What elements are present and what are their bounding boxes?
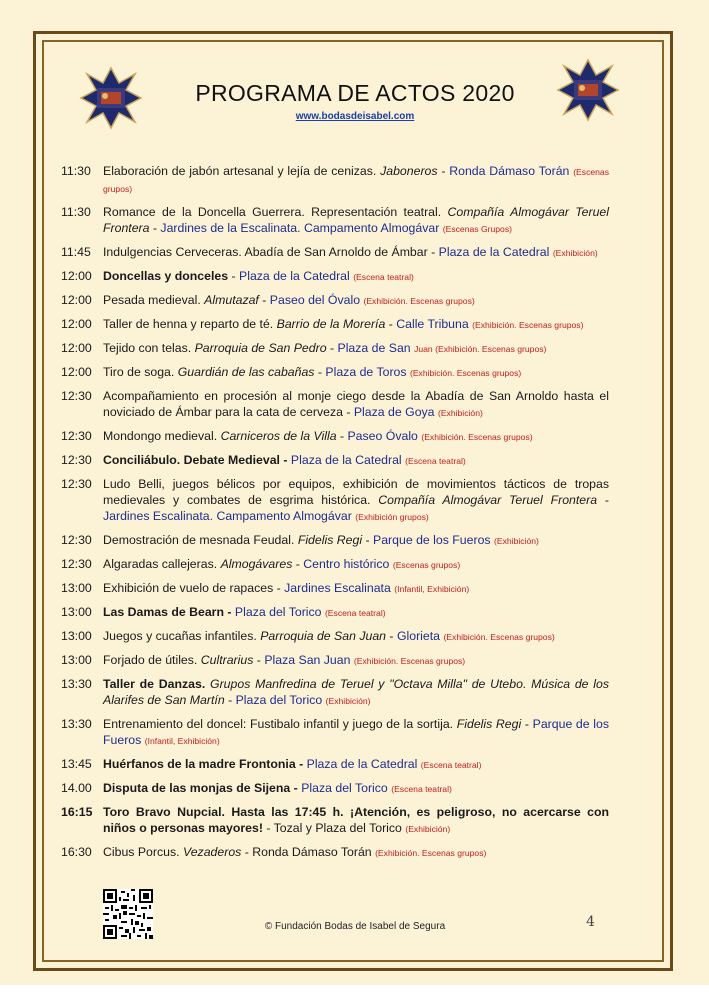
event-tag: (Escena teatral) — [391, 784, 452, 794]
event-text: Indulgencias Cerveceras. Abadía de San Arnoldo de Ámbar - — [103, 245, 439, 259]
event-location: Jardines Escalinata — [284, 581, 391, 595]
event-text: - — [258, 293, 270, 307]
event-group: Cultrarius — [200, 653, 254, 667]
event-group: Fidelis Regi — [297, 533, 363, 547]
event-description — [103, 452, 609, 469]
event-location: Glorieta — [396, 629, 441, 643]
event-text: Tiro de soga. — [103, 365, 178, 379]
event-tag: (Escena teatral) — [420, 760, 482, 770]
event-description — [103, 292, 609, 309]
event-row — [61, 844, 609, 861]
event-description — [103, 163, 609, 197]
event-description — [103, 428, 609, 445]
event-time: 16:15 — [61, 805, 93, 819]
event-group: Parroquia de San Pedro — [194, 341, 327, 355]
event-text: - — [336, 429, 348, 443]
event-text: Demostración de mesnada Feudal. — [103, 533, 298, 547]
event-text: - — [224, 693, 236, 707]
event-tag: (Exhibición) — [494, 536, 539, 546]
event-time: 12:30 — [61, 429, 92, 443]
qr-code-icon — [103, 889, 153, 939]
event-text: - — [597, 493, 609, 507]
page-number: 4 — [586, 914, 595, 930]
event-text: Entrenamiento del doncel: Fustibalo infantil y juego de la sortija. — [103, 717, 457, 731]
event-row — [61, 804, 609, 837]
event-tag: (Exhibición. Escenas grupos) — [421, 432, 533, 442]
event-text: - — [292, 557, 304, 571]
event-tag: (Infantil, Exhibición) — [144, 736, 220, 746]
event-text: Exhibición de vuelo de rapaces - — [103, 581, 285, 595]
event-row — [61, 316, 609, 333]
event-description — [103, 628, 609, 645]
event-row — [61, 532, 609, 549]
event-group: Carniceros de la Villa — [220, 429, 337, 443]
event-row — [61, 676, 609, 709]
page-title: PROGRAMA DE ACTOS 2020 — [195, 80, 515, 106]
event-description — [103, 804, 609, 837]
event-tag: (Exhibición) — [437, 408, 483, 418]
event-text: Romance de la Doncella Guerrera. Representación teatral. — [103, 205, 448, 219]
event-text: Pesada medieval. — [103, 293, 205, 307]
event-row — [61, 756, 609, 773]
event-tag: (Exhibición. Escenas grupos) — [353, 656, 466, 666]
event-time: 11:30 — [61, 205, 91, 219]
event-text: - — [149, 221, 161, 235]
event-title: Disputa de las monjas de Sijena - — [103, 781, 298, 795]
event-tag: (Exhibición. Escenas grupos) — [363, 296, 475, 306]
event-time: 12:00 — [61, 317, 92, 331]
event-title: Conciliábulo. Debate Medieval - — [103, 453, 288, 467]
event-time: 13:00 — [61, 653, 92, 667]
event-description — [103, 716, 609, 749]
event-group: Compañía Almogávar Teruel Frontera — [378, 493, 598, 507]
event-text: - — [228, 269, 240, 283]
event-row — [61, 163, 609, 197]
event-location: Plaza de la Catedral — [290, 453, 402, 467]
event-group: Parroquia de San Juan — [260, 629, 387, 643]
event-title: Taller de Danzas. — [103, 677, 206, 691]
event-time: 12:30 — [61, 557, 92, 571]
event-time: 13:45 — [61, 757, 92, 771]
event-text: - Ronda Dámaso Torán — [241, 845, 376, 859]
event-text: Acompañamiento en procesión al monje ciego desde la Abadía de San Arnoldo hasta el noviciado de Ámbar para la cata de cerveza - — [103, 389, 609, 419]
event-time: 14.00 — [61, 781, 92, 795]
event-location: Parque de los Fueros — [373, 533, 491, 547]
event-list — [61, 163, 609, 868]
event-tag: Juan (Exhibición. Escenas grupos) — [414, 344, 547, 354]
event-description — [103, 604, 609, 621]
footer-credit: © Fundación Bodas de Isabel de Segura — [264, 921, 446, 932]
event-tag: (Exhibición. Escenas grupos) — [409, 368, 522, 378]
event-tag: (Exhibición. Escenas grupos) — [443, 632, 555, 642]
event-row — [61, 580, 609, 597]
event-time: 12:00 — [61, 365, 92, 379]
website-link[interactable]: www.bodasdeisabel.com — [295, 111, 415, 122]
event-row — [61, 556, 609, 573]
event-location: Paseo Óvalo — [347, 429, 418, 443]
event-text: Forjado de útiles. — [103, 653, 201, 667]
event-description — [103, 316, 609, 333]
event-location: Calle Tribuna — [396, 317, 469, 331]
event-group: Guardián de las cabañas — [177, 365, 315, 379]
event-text: - — [253, 653, 265, 667]
event-tag: (Exhibición) — [405, 824, 451, 834]
bottom-strip — [0, 985, 709, 1000]
event-row — [61, 292, 609, 309]
event-description — [103, 556, 609, 573]
event-row — [61, 452, 609, 469]
event-time: 13:00 — [61, 629, 92, 643]
event-location: Plaza San Juan — [264, 653, 351, 667]
event-description — [103, 340, 609, 357]
event-tag: (Escena teatral) — [324, 608, 386, 618]
event-description — [103, 580, 609, 597]
event-group: Barrio de la Morería — [276, 317, 386, 331]
event-text: Tejido con telas. — [103, 341, 195, 355]
event-location: Centro histórico — [303, 557, 390, 571]
event-tag: (Escena teatral) — [405, 456, 466, 466]
event-group: Almogávares — [220, 557, 293, 571]
event-text: Algaradas callejeras. — [103, 557, 221, 571]
event-row — [61, 716, 609, 749]
event-group: Compañía Almogávar Teruel Frontera — [103, 205, 609, 235]
event-tag: (Exhibición) — [552, 248, 598, 258]
event-location: Parque de los Fueros — [103, 717, 609, 747]
event-tag: (Escena teatral) — [353, 272, 414, 282]
event-text: - — [386, 629, 397, 643]
event-time: 12:30 — [61, 389, 92, 403]
event-location: Jardines de la Escalinata. Campamento Almogávar — [160, 221, 440, 235]
event-text: Mondongo medieval. — [103, 429, 221, 443]
event-location: Plaza de San — [337, 341, 411, 355]
event-description — [103, 364, 609, 381]
event-time: 11:30 — [61, 164, 91, 178]
event-description — [103, 532, 609, 549]
event-row — [61, 268, 609, 285]
event-description — [103, 756, 609, 773]
event-text: - — [326, 341, 338, 355]
event-time: 13:30 — [61, 677, 92, 691]
event-description — [103, 388, 609, 421]
event-group: Vezaderos — [182, 845, 242, 859]
event-tag: (Escenas grupos) — [103, 167, 610, 194]
event-tag: (Escenas grupos) — [392, 560, 461, 570]
event-row — [61, 652, 609, 669]
event-title: Las Damas de Bearn - — [103, 605, 232, 619]
event-title: Doncellas y donceles — [103, 269, 229, 283]
event-description — [103, 204, 609, 237]
event-time: 12:30 — [61, 533, 92, 547]
event-group: Fidelis Regi — [456, 717, 522, 731]
event-time: 11:45 — [61, 245, 91, 259]
event-text: Elaboración de jabón artesanal y lejía de cenizas. — [103, 164, 381, 178]
event-group: Almutazaf — [204, 293, 259, 307]
event-row — [61, 476, 609, 525]
event-text: - — [437, 164, 450, 178]
event-row — [61, 428, 609, 445]
event-description — [103, 652, 609, 669]
event-location: Ronda Dámaso Torán — [449, 164, 570, 178]
event-location: Plaza del Torico — [234, 605, 322, 619]
event-text: Juegos y cucañas infantiles. — [103, 629, 261, 643]
event-title: Toro Bravo Nupcial. Hasta las 17:45 h. ¡Atención, es peligroso, no acercarse con niños o personas mayores! — [103, 805, 609, 835]
event-row — [61, 204, 609, 237]
event-tag: (Exhibición. Escenas grupos) — [375, 848, 487, 858]
event-time: 12:00 — [61, 341, 92, 355]
event-location: Plaza del Torico — [235, 693, 323, 707]
event-location: Plaza de Toros — [325, 365, 407, 379]
event-row — [61, 628, 609, 645]
event-location: Paseo del Óvalo — [269, 293, 361, 307]
event-text: - — [314, 365, 326, 379]
event-group: Grupos Manfredina de Teruel y "Octava Milla" de Utebo. Música de los Alarifes de San Martín — [103, 677, 609, 707]
event-text: - — [521, 717, 533, 731]
event-row — [61, 340, 609, 357]
event-description — [103, 780, 609, 797]
event-tag: (Exhibición. Escenas grupos) — [472, 320, 584, 330]
event-location: Plaza del Torico — [301, 781, 388, 795]
event-tag: (Escenas Grupos) — [442, 224, 512, 234]
event-time: 12:30 — [61, 477, 92, 491]
event-tag: (Exhibición) — [325, 696, 371, 706]
event-text: Cibus Porcus. — [103, 845, 183, 859]
event-tag: (Exhibición grupos) — [355, 512, 429, 522]
event-text: - Tozal y Plaza del Torico — [262, 821, 406, 835]
event-time: 13:00 — [61, 605, 92, 619]
event-location: Plaza de Goya — [353, 405, 435, 419]
event-tag: (Infantil, Exhibición) — [394, 584, 470, 594]
event-text: Ludo Belli, juegos bélicos por equipos, exhibición de movimientos tácticos de tropas medievales y combates de esgrima histórica. — [103, 477, 609, 507]
event-time: 13:00 — [61, 581, 92, 595]
event-group: Jaboneros — [380, 164, 438, 178]
event-description — [103, 676, 609, 709]
event-text: - — [362, 533, 373, 547]
event-location: Plaza de la Catedral — [239, 269, 350, 283]
event-text: Taller de henna y reparto de té. — [103, 317, 277, 331]
event-time: 16:30 — [61, 845, 92, 859]
event-row — [61, 244, 609, 261]
event-time: 12:30 — [61, 453, 92, 467]
event-description — [103, 244, 609, 261]
event-row — [61, 364, 609, 381]
event-time: 13:30 — [61, 717, 92, 731]
event-location: Jardines Escalinata. Campamento Almogávar — [103, 509, 352, 523]
event-time: 12:00 — [61, 293, 92, 307]
event-time: 12:00 — [61, 269, 92, 283]
event-row — [61, 780, 609, 797]
event-row — [61, 388, 609, 421]
event-description — [103, 476, 609, 525]
event-text: - — [385, 317, 397, 331]
event-description — [103, 844, 609, 861]
event-title: Huérfanos de la madre Frontonia - — [103, 757, 304, 771]
event-description — [103, 268, 609, 285]
event-row — [61, 604, 609, 621]
event-location: Plaza de la Catedral — [306, 757, 418, 771]
event-location: Plaza de la Catedral — [438, 245, 550, 259]
